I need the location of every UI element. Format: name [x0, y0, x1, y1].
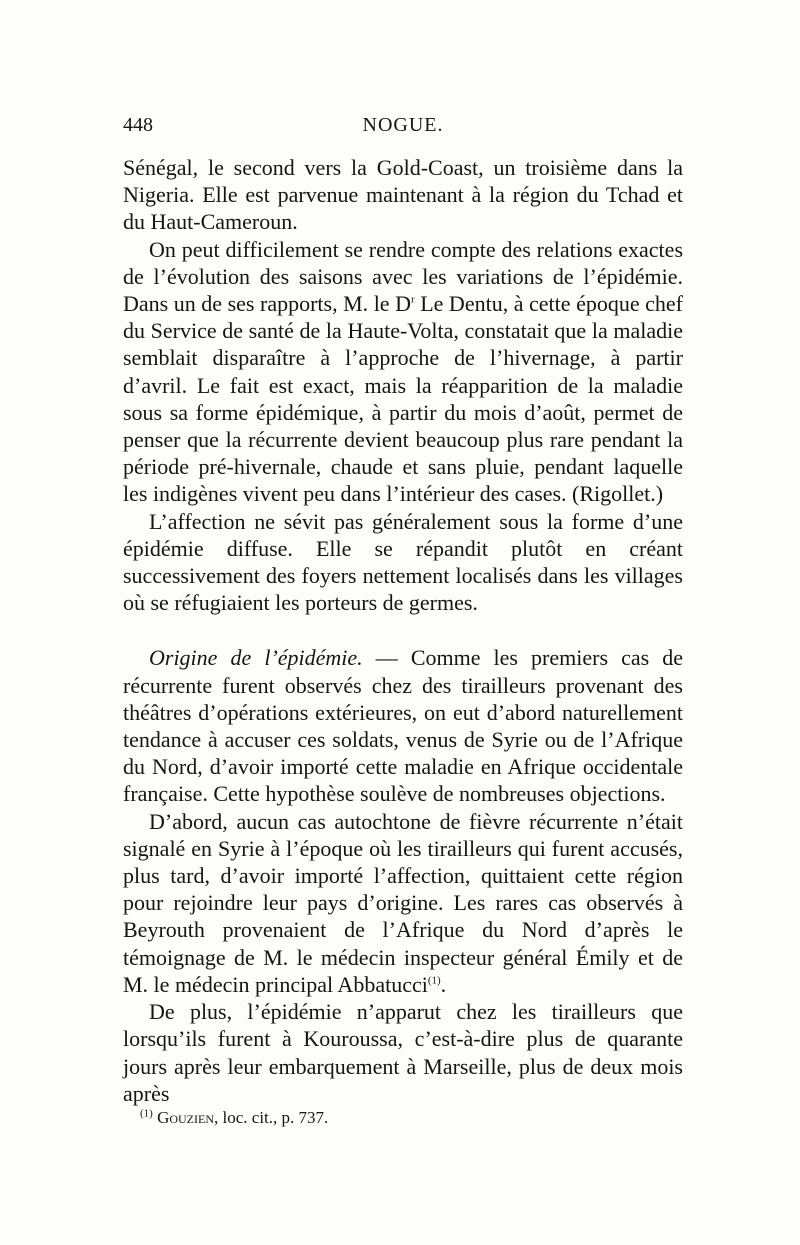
paragraph-seasons: On peut difficilement se rendre compte des relations exactes de l’évolution des saisons avec les variations de l’épidémie. Dans un de ses rapports, M. le $D^r$ Le Dentu, à cette époque chef du Service de santé de la Haute-Volta, constatait que la maladie semblait disparaître à l’approche de l’hivernage, à partir d’avril. Le fait est exact, mais la réapparition de la maladie sous sa forme épidémique, à partir du mois d’août, permet de penser que la récurrente devient beaucoup plus rare pendant la période pré-hivernale, chaude et sans pluie, pendant laquelle les indigènes vivent peu dans l’intérieur des cases. (Rigollet.)	[123, 236, 683, 507]
footnote-marker: (1)	[140, 1107, 153, 1120]
paragraph-continuation: Sénégal, le second vers la Gold-Coast, un troisième dans la Nigeria. Elle est parvenue maintenant à la région du Tchad et du Haut-Cameroun.	[123, 155, 683, 235]
paragraph-origine: Origine de l’épidémie. — Comme les premiers cas de récurrente furent observés chez des tirailleurs provenant des théâtres d’opérations extérieures, on eut d’abord naturellement tendance à accuser ces soldats, venus de Syrie ou de l’Afrique du Nord, d’avoir importé cette maladie en Afrique occidentale française. Cette hypothèse soulève de nombreuses objections.	[123, 645, 683, 807]
running-header	[123, 114, 683, 144]
page-number: 448	[123, 114, 153, 136]
footnote-author: Gouzien	[157, 1108, 215, 1127]
superscript-docteur: r	[411, 293, 415, 306]
paragraph-foyers: L’affection ne sévit pas généralement sous la forme d’une épidémie diffuse. Elle se répandit plutôt en créant successivement des foyers nettement localisés dans les villages où se réfugiaient les porteurs de germes.	[123, 508, 683, 616]
footnote-text: , loc. cit., p. 737.	[214, 1108, 329, 1127]
running-title: NOGUE.	[362, 114, 444, 136]
footnote	[140, 1108, 328, 1128]
paragraph-kouroussa: De plus, l’épidémie n’apparut chez les tirailleurs que lorsqu’ils furent à Kouroussa, c’est-à-dire plus de quarante jours après leur embarquement à Marseille, plus de deux mois après	[123, 999, 683, 1106]
paragraph-syrie: D’abord, aucun cas autochtone de fièvre récurrente n’était signalé en Syrie à l’époque où les tirailleurs qui furent accusés, plus tard, d’avoir importé l’affection, quittaient cette région pour rejoindre leur pays d’origine. Les rares cas observés à Beyrouth provenaient de l’Afrique du Nord d’après le témoignage de M. le médecin inspecteur général Émily et de M. le médecin principal Abbatucci$^{(1)}$.	[123, 808, 683, 997]
section-rubric: Origine de l’épidémie.	[149, 645, 363, 671]
main-text	[123, 154, 683, 1107]
footnote-reference: (1)	[427, 974, 441, 987]
